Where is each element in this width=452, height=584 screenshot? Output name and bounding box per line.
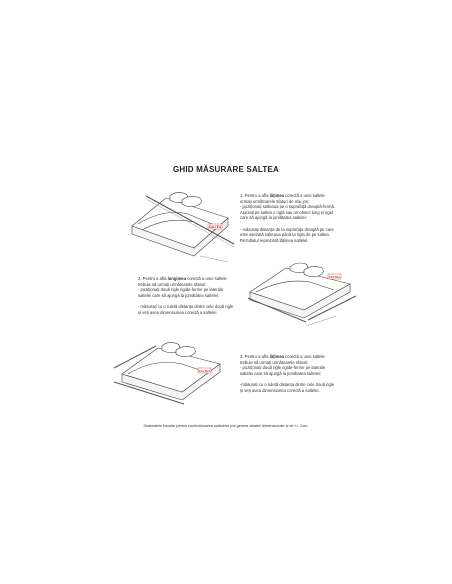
brand-tag-text: SALTEA xyxy=(198,368,211,373)
section2-heading: 2. Pentru a afla lungimea corectă a unei saltele xyxy=(138,276,227,281)
section1-line4: Așezați pe saltea o riglă sau un obiect lung și rigid xyxy=(240,209,333,215)
section1-line6: - măsurați distanța de la suprafața dreaptă pe care xyxy=(240,226,334,232)
footer-note: Materialele folosite pentru confecționarea saltelelor pot genera abateri dimensionale și de +/- 2cm. xyxy=(143,424,309,428)
brand-tag-text: SALTEA xyxy=(328,274,341,279)
section3-line2: trebuie să urmați următoarele sfaturi: xyxy=(240,359,309,365)
section3-line5: -măsurați cu o ruletă distanța dintre cele două rigle xyxy=(240,381,335,387)
section-length xyxy=(138,276,256,315)
section2-line6: și veți avea dimensiunea corectă a saltelei. xyxy=(138,309,218,315)
section3-line4: saltelei care să ajungă la jumătatea saltelei; xyxy=(240,370,322,376)
section-width-3 xyxy=(240,354,358,393)
section3-line3: - poziționați două rigle rigide-ferme pe laterale xyxy=(240,365,326,371)
section3-heading: 3. Pentru a afla lățimea corectă a unei saltele xyxy=(240,354,325,359)
section1-heading: 1. Pentru a afla lățimea corectă a unei saltele xyxy=(240,193,325,198)
section2-line2: trebuie să urmați următoarele sfaturi: xyxy=(138,281,207,287)
section1-line5: care să ajungă la jumătatea saltelei. xyxy=(240,215,307,221)
section2-line3: - poziționați două rigle rigide-ferme pe laterale xyxy=(138,287,224,293)
mattress-width-2-illustration xyxy=(112,338,230,408)
section2-line4: saltelei care să ajungă la jumătatea saltelei; xyxy=(138,292,220,298)
page-title: GHID MĂSURARE SALTEA xyxy=(172,165,280,174)
section2-line5: - măsurați cu o ruletă distanța dintre cele două rigle xyxy=(138,303,234,309)
mattress-width-illustration xyxy=(128,186,236,264)
section1-line3: - poziționați salteaua pe o suprafață dreaptă-fermă. xyxy=(240,204,335,210)
section3-line6: și veți avea dimensiunea corectă a saltelei. xyxy=(240,387,320,393)
section1-line8: Rezultatul reprezintă lățimea saltelei. xyxy=(240,237,309,243)
section1-line7: este așezată salteaua până la rigla de pe saltea. xyxy=(240,232,330,238)
section1-line2: urmați următoarele sfaturi de mai jos: xyxy=(240,198,310,204)
mattress-length-illustration xyxy=(246,258,358,330)
brand-tag-text: SALTEA xyxy=(208,224,222,229)
section-width-1 xyxy=(240,193,358,243)
